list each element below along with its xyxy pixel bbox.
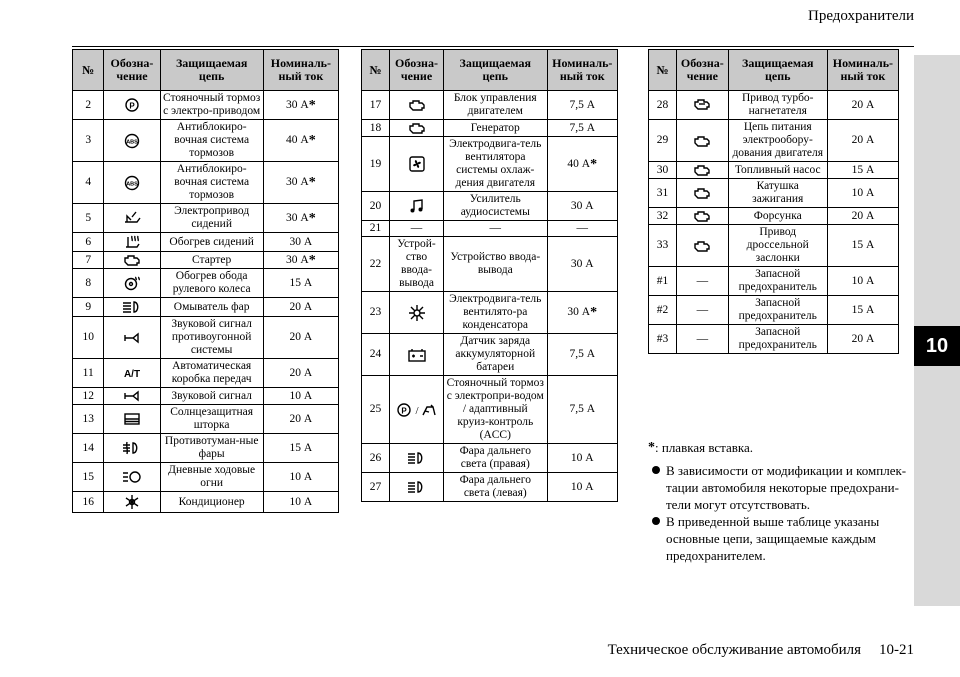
fuse-symbol — [104, 492, 160, 513]
rated-current — [547, 237, 617, 292]
table-row — [362, 221, 618, 237]
protected-circuit: Стояночный тормоз с электро-приводом — [160, 91, 263, 120]
fuse-number: 23 — [362, 292, 390, 334]
note-item: В приведенной выше таблице указаны основные цепи, защищаемые каждым предохранителем. — [648, 513, 910, 564]
fusible-link-mark: * — [308, 175, 316, 190]
fuse-number: 32 — [649, 208, 677, 225]
rated-current — [827, 179, 898, 208]
fusible-link-mark: * — [308, 97, 316, 113]
rated-current — [263, 91, 338, 120]
table-row — [73, 233, 339, 252]
rated-current — [547, 221, 617, 237]
rating-value: 20 А — [289, 412, 313, 425]
protected-circuit: Цепь питания электрообору-дования двигателя — [728, 120, 827, 162]
fuse-number: 15 — [73, 463, 104, 492]
rating-value: 30 А — [570, 257, 594, 270]
fuse-symbol — [104, 359, 160, 388]
header-rating: Номиналь-ный ток — [263, 50, 338, 91]
table-row — [649, 179, 899, 208]
table-row — [362, 192, 618, 221]
rated-current — [263, 120, 338, 162]
table-row — [362, 120, 618, 137]
table-row — [362, 376, 618, 444]
table-row — [649, 296, 899, 325]
table-row — [73, 463, 339, 492]
table-header-row — [73, 50, 339, 91]
rating-value: 7,5 А — [569, 121, 596, 134]
protected-circuit: Генератор — [443, 120, 547, 137]
abs-icon — [106, 133, 157, 149]
protected-circuit: — — [443, 221, 547, 237]
protected-circuit: Запасной предохранитель — [728, 296, 827, 325]
fuse-symbol — [677, 208, 729, 225]
svg-text:ABS: ABS — [126, 181, 138, 187]
radiator-fan-icon — [392, 155, 441, 173]
rated-current — [547, 137, 617, 192]
rating-value: 30 А — [570, 199, 594, 212]
rated-current — [547, 120, 617, 137]
fuse-symbol — [390, 120, 444, 137]
protected-circuit: Усилитель аудиосистемы — [443, 192, 547, 221]
rating-value: 15 А — [289, 441, 313, 454]
fuse-number: #1 — [649, 267, 677, 296]
fuse-number: 14 — [73, 434, 104, 463]
protected-circuit: Обогрев сидений — [160, 233, 263, 252]
rated-current — [263, 162, 338, 204]
rated-current — [827, 120, 898, 162]
rating-value: — — [576, 222, 589, 234]
rating-value: 30 А — [286, 211, 309, 224]
horn-icon — [106, 331, 157, 345]
rating-value: 10 А — [570, 480, 594, 493]
rated-current — [263, 269, 338, 298]
audio-icon — [392, 198, 441, 214]
fuse-table-1 — [72, 49, 339, 513]
protected-circuit: Блок управления двигателем — [443, 91, 547, 120]
fuse-number: 28 — [649, 91, 677, 120]
svg-text:A/T: A/T — [123, 369, 141, 380]
notes-list — [648, 462, 910, 564]
svg-text:ABS: ABS — [126, 139, 138, 145]
fuse-number: 4 — [73, 162, 104, 204]
rated-current — [827, 91, 898, 120]
fuse-symbol — [104, 162, 160, 204]
fuse-symbol — [677, 179, 729, 208]
fuse-number: 16 — [73, 492, 104, 513]
rating-value: 20 А — [851, 332, 875, 345]
fuse-number: 20 — [362, 192, 390, 221]
rated-current — [827, 267, 898, 296]
table-row — [362, 292, 618, 334]
table-row — [649, 208, 899, 225]
fuse-symbol — [104, 434, 160, 463]
rating-value: 20 А — [289, 300, 313, 313]
fuse-number: 21 — [362, 221, 390, 237]
header-no: № — [362, 50, 390, 91]
fuse-symbol — [104, 204, 160, 233]
at-icon — [106, 366, 157, 380]
abs-icon — [106, 175, 157, 191]
rated-current — [827, 325, 898, 354]
svg-text:P: P — [129, 101, 135, 111]
rated-current — [827, 296, 898, 325]
fuse-number: 10 — [73, 317, 104, 359]
fuse-number: 11 — [73, 359, 104, 388]
fuse-symbol — [677, 162, 729, 179]
protected-circuit: Форсунка — [728, 208, 827, 225]
table-row — [362, 91, 618, 120]
table-row — [73, 91, 339, 120]
header-circuit: Защищаемая цепь — [160, 50, 263, 91]
rated-current — [827, 225, 898, 267]
fusible-link-mark: * — [590, 156, 598, 172]
fuse-symbol — [390, 192, 444, 221]
parking-brake-icon — [106, 97, 157, 113]
fuse-symbol — [104, 120, 160, 162]
table-row — [362, 237, 618, 292]
rated-current — [263, 298, 338, 317]
rating-value: 10 А — [851, 274, 875, 287]
fuse-number: 8 — [73, 269, 104, 298]
table-row — [73, 405, 339, 434]
table-row — [362, 137, 618, 192]
rated-current — [263, 317, 338, 359]
engine-icon — [392, 98, 441, 112]
fuse-symbol — [390, 334, 444, 376]
table-row — [73, 359, 339, 388]
header-code: Обозна-чение — [104, 50, 160, 91]
protected-circuit: Датчик заряда аккумуляторной батареи — [443, 334, 547, 376]
rated-current — [263, 388, 338, 405]
protected-circuit: Антиблокиро-вочная система тормозов — [160, 120, 263, 162]
footnote-mark: * — [648, 440, 655, 455]
engine-icon — [679, 134, 726, 148]
battery-icon — [392, 347, 441, 363]
protected-circuit: Привод дроссельной заслонки — [728, 225, 827, 267]
fuse-symbol — [390, 444, 444, 473]
fuse-symbol — [104, 388, 160, 405]
footnote-text: : плавкая вставка. — [655, 440, 754, 455]
tailgate-icon — [106, 210, 157, 226]
rated-current — [547, 376, 617, 444]
rating-value: 20 А — [289, 366, 313, 379]
rated-current — [547, 444, 617, 473]
table-row — [649, 91, 899, 120]
fuse-number: 27 — [362, 473, 390, 502]
table-row — [649, 225, 899, 267]
rating-value: 20 А — [851, 209, 875, 222]
protected-circuit: Устройство ввода-вывода — [443, 237, 547, 292]
fusible-link-mark: * — [308, 133, 316, 148]
rated-current — [263, 463, 338, 492]
protected-circuit: Фара дальнего света (правая) — [443, 444, 547, 473]
protected-circuit: Автоматическая коробка передач — [160, 359, 263, 388]
protected-circuit: Электропривод сидений — [160, 204, 263, 233]
protected-circuit: Привод турбо-нагнетателя — [728, 91, 827, 120]
rated-current — [263, 405, 338, 434]
chapter-badge: 10 — [914, 326, 960, 366]
protected-circuit: Кондиционер — [160, 492, 263, 513]
rated-current — [263, 492, 338, 513]
fuse-symbol: — — [677, 325, 729, 354]
rating-value: 7,5 А — [569, 403, 596, 415]
table-row — [73, 492, 339, 513]
fuse-number: 7 — [73, 252, 104, 269]
fuse-symbol — [677, 225, 729, 267]
table-row — [649, 325, 899, 354]
fuse-symbol — [104, 233, 160, 252]
rating-value: 30 А — [286, 176, 309, 188]
protected-circuit: Звуковой сигнал — [160, 388, 263, 405]
steering-wheel-heater-icon — [106, 275, 157, 291]
engine-icon — [679, 209, 726, 223]
protected-circuit: Солнцезащитная шторка — [160, 405, 263, 434]
protected-circuit: Электродвига-тель вентилятора системы охлаж-дения двигателя — [443, 137, 547, 192]
table-header-row — [649, 50, 899, 91]
protected-circuit: Звуковой сигнал противоугонной системы — [160, 317, 263, 359]
protected-circuit: Антиблокиро-вочная система тормозов — [160, 162, 263, 204]
fuse-symbol: — — [390, 221, 444, 237]
protected-circuit: Запасной предохранитель — [728, 267, 827, 296]
protected-circuit: Дневные ходовые огни — [160, 463, 263, 492]
fuse-number: 12 — [73, 388, 104, 405]
fuse-symbol — [104, 317, 160, 359]
table-row — [362, 334, 618, 376]
header-rating: Номиналь-ный ток — [827, 50, 898, 91]
engine-icon — [679, 186, 726, 200]
fuse-symbol: — — [677, 267, 729, 296]
fuse-number: 25 — [362, 376, 390, 444]
table-header-row — [362, 50, 618, 91]
condenser-fan-icon — [392, 304, 441, 322]
table-row — [649, 162, 899, 179]
fuse-number: #2 — [649, 296, 677, 325]
rated-current — [263, 204, 338, 233]
fuse-table-2 — [361, 49, 618, 502]
rating-value: 10 А — [570, 451, 594, 464]
rating-value: 30 А — [286, 98, 309, 111]
protected-circuit: Стояночный тормоз с электропри-водом / адаптивный круиз-контроль (ACC) — [443, 376, 547, 444]
rating-value: 15 А — [851, 303, 875, 316]
protected-circuit: Электродвига-тель вентилято-ра конденсатора — [443, 292, 547, 334]
fuse-symbol — [677, 91, 729, 120]
svg-text:P: P — [400, 406, 407, 415]
fuse-symbol — [677, 120, 729, 162]
rating-value: 10 А — [851, 186, 875, 199]
fuse-number: 30 — [649, 162, 677, 179]
header-circuit: Защищаемая цепь — [443, 50, 547, 91]
engine-icon — [106, 253, 157, 267]
fuse-symbol — [390, 292, 444, 334]
table-row — [73, 317, 339, 359]
rating-value: 20 А — [851, 98, 875, 111]
fuse-symbol — [390, 137, 444, 192]
engine-icon — [679, 163, 726, 177]
protected-circuit: Стартер — [160, 252, 263, 269]
fuse-number: 6 — [73, 233, 104, 252]
horn-icon — [106, 389, 157, 403]
rated-current — [547, 473, 617, 502]
table-row — [73, 298, 339, 317]
protected-circuit: Противотуман-ные фары — [160, 434, 263, 463]
table-row — [73, 269, 339, 298]
svg-text:/: / — [414, 404, 419, 417]
table-row — [362, 473, 618, 502]
fuse-number: 17 — [362, 91, 390, 120]
rated-current — [263, 434, 338, 463]
fuse-number: 18 — [362, 120, 390, 137]
footnote — [648, 440, 753, 456]
table-row — [73, 252, 339, 269]
header-rule — [72, 46, 914, 47]
fuse-number: 19 — [362, 137, 390, 192]
table-row — [649, 267, 899, 296]
header-circuit: Защищаемая цепь — [728, 50, 827, 91]
rating-value: 10 А — [289, 389, 313, 402]
rated-current — [547, 292, 617, 334]
rating-value: 7,5 А — [569, 98, 596, 111]
protected-circuit: Катушка зажигания — [728, 179, 827, 208]
fuse-table-3 — [648, 49, 899, 354]
table-row — [73, 388, 339, 405]
rated-current — [263, 252, 338, 269]
rating-value: 30 А — [567, 306, 591, 318]
rating-value: 15 А — [851, 163, 875, 176]
protected-circuit: Топливный насос — [728, 162, 827, 179]
header-no: № — [649, 50, 677, 91]
page-header-title: Предохранители — [808, 8, 914, 24]
header-rating: Номиналь-ный ток — [547, 50, 617, 91]
fuse-symbol — [104, 269, 160, 298]
fusible-link-mark: * — [308, 210, 316, 226]
fuse-symbol — [104, 463, 160, 492]
engine-icon — [392, 121, 441, 135]
fuse-symbol — [104, 91, 160, 120]
rated-current — [263, 359, 338, 388]
rating-value: 10 А — [289, 470, 313, 483]
fuse-symbol — [390, 473, 444, 502]
fuse-number: 2 — [73, 91, 104, 120]
header-code: Обозна-чение — [390, 50, 444, 91]
fuse-number: 33 — [649, 225, 677, 267]
fuse-number: 13 — [73, 405, 104, 434]
protected-circuit: Запасной предохранитель — [728, 325, 827, 354]
fuse-symbol — [104, 252, 160, 269]
table-row — [73, 120, 339, 162]
high-beam-icon — [392, 450, 441, 466]
protected-circuit: Омыватель фар — [160, 298, 263, 317]
rating-value: 20 А — [289, 331, 313, 343]
sunshade-icon — [106, 411, 157, 427]
fuse-number: 3 — [73, 120, 104, 162]
fuse-number: #3 — [649, 325, 677, 354]
header-code: Обозна-чение — [677, 50, 729, 91]
engine-icon — [679, 239, 726, 253]
table-row — [649, 120, 899, 162]
rating-value: 15 А — [851, 239, 875, 251]
rating-value: 40 А — [567, 157, 591, 170]
page-footer — [590, 642, 914, 659]
rating-value: 30 А — [289, 235, 313, 248]
rating-value: 15 А — [289, 276, 313, 289]
fuse-number: 24 — [362, 334, 390, 376]
fuse-symbol — [104, 298, 160, 317]
rated-current — [547, 91, 617, 120]
headlamp-washer-icon — [106, 299, 157, 315]
rating-value: 7,5 А — [569, 348, 596, 360]
rated-current — [547, 192, 617, 221]
footer-section-title: Техническое обслуживание автомобиля — [607, 642, 861, 658]
rated-current — [547, 334, 617, 376]
rated-current — [263, 233, 338, 252]
fuse-symbol: — — [677, 296, 729, 325]
header-no: № — [73, 50, 104, 91]
turbo-icon — [679, 97, 726, 113]
protected-circuit: Фара дальнего света (левая) — [443, 473, 547, 502]
fuse-number: 22 — [362, 237, 390, 292]
rated-current — [827, 208, 898, 225]
rating-value: 40 А — [286, 134, 309, 146]
seat-heater-icon — [106, 234, 157, 250]
page-number: 10-21 — [879, 642, 914, 658]
ac-icon — [106, 493, 157, 511]
fuse-symbol — [104, 405, 160, 434]
high-beam-icon — [392, 479, 441, 495]
fuse-number: 9 — [73, 298, 104, 317]
fusible-link-mark: * — [590, 305, 598, 320]
table-row — [73, 434, 339, 463]
fusible-link-mark: * — [308, 252, 316, 268]
table-row — [362, 444, 618, 473]
rating-value: 10 А — [289, 495, 313, 508]
fuse-symbol: Устрой-ство ввода-вывода — [390, 237, 444, 292]
table-row — [73, 204, 339, 233]
parking-brake-acc-icon — [392, 401, 441, 419]
fuse-number: 29 — [649, 120, 677, 162]
protected-circuit: Обогрев обода рулевого колеса — [160, 269, 263, 298]
rating-value: 20 А — [851, 134, 875, 146]
fuse-symbol — [390, 91, 444, 120]
rating-value: 30 А — [286, 253, 309, 266]
note-item: В зависимости от модификации и комплек-тации автомобиля некоторые предохрани-тели могут отсутствовать. — [648, 462, 910, 513]
table-row — [73, 162, 339, 204]
fog-light-icon — [106, 440, 157, 456]
fuse-number: 31 — [649, 179, 677, 208]
fuse-symbol — [390, 376, 444, 444]
fuse-number: 26 — [362, 444, 390, 473]
fuse-number: 5 — [73, 204, 104, 233]
drl-icon — [106, 469, 157, 485]
rated-current — [827, 162, 898, 179]
